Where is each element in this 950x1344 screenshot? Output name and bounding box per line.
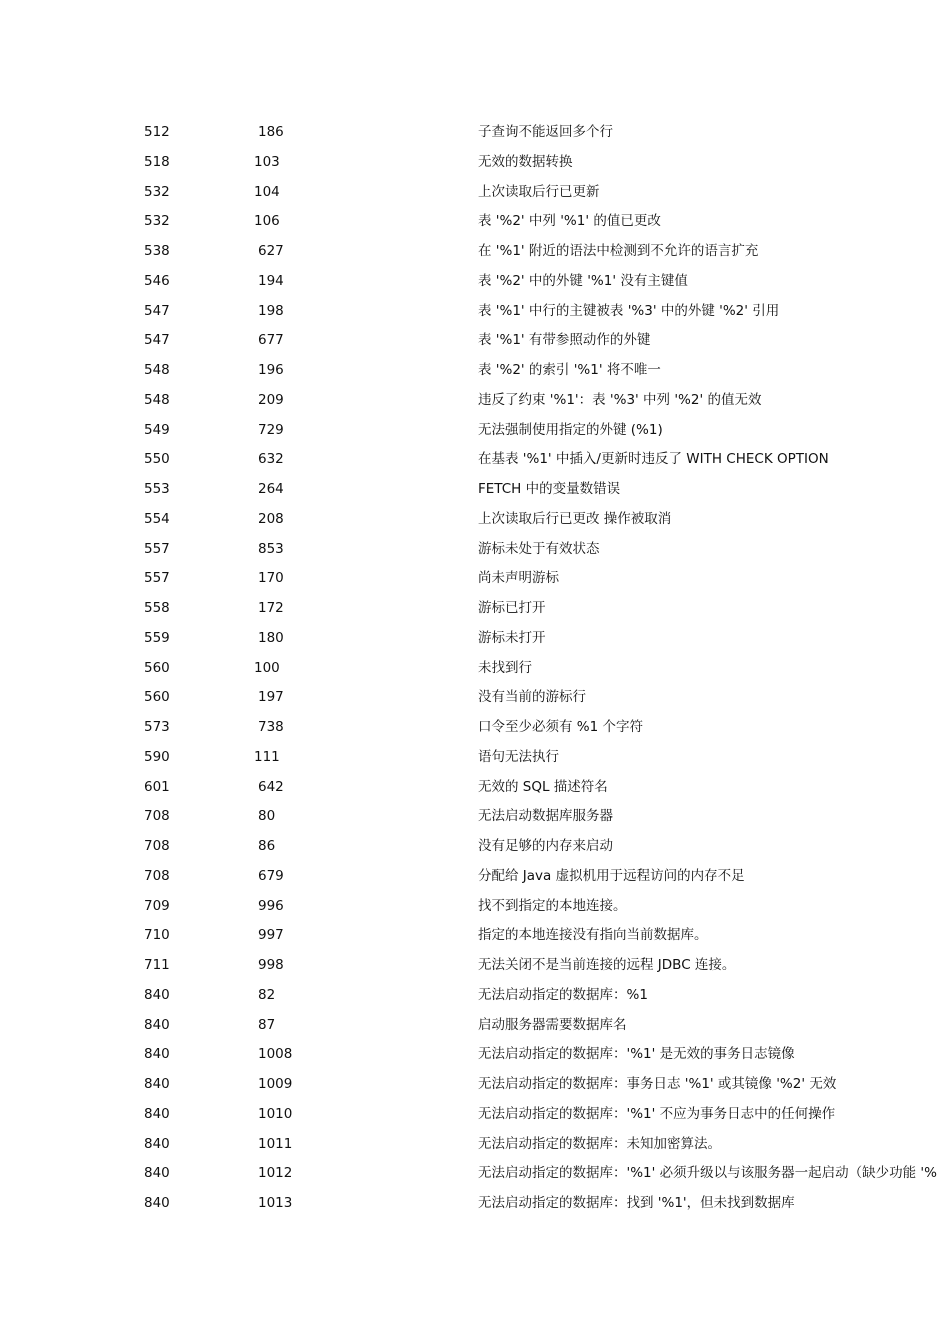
message-cell: 表 '%2' 中列 '%1' 的值已更改 (478, 213, 661, 230)
message-cell: 无法启动指定的数据库：事务日志 '%1' 或其镜像 '%2' 无效 (478, 1076, 837, 1092)
sqlcode-cell: 557 (144, 540, 170, 557)
table-row (0, 118, 950, 148)
message-cell: 指定的本地连接没有指向当前数据库。 (478, 927, 708, 944)
table-row (0, 267, 950, 297)
table-row (0, 535, 950, 565)
sqlcode-cell: 532 (144, 183, 170, 200)
error-code-cell: 677 (258, 332, 284, 349)
sqlcode-cell: 573 (144, 719, 170, 735)
table-row (0, 1130, 950, 1160)
sqlcode-cell: 601 (144, 778, 170, 795)
table-row (0, 832, 950, 862)
table-row (0, 386, 950, 416)
error-code-cell: 103 (254, 153, 280, 170)
sqlcode-cell: 840 (144, 1105, 170, 1122)
table-row (0, 713, 950, 743)
sqlcode-cell: 840 (144, 1135, 170, 1152)
error-code-cell: 104 (254, 183, 280, 200)
sqlcode-cell: 553 (144, 481, 170, 497)
message-cell: 启动服务器需要数据库名 (478, 1016, 627, 1033)
message-cell: 分配给 Java 虚拟机用于远程访问的内存不足 (478, 867, 745, 884)
message-cell: 无法启动指定的数据库：未知加密算法。 (478, 1135, 721, 1152)
error-code-cell: 853 (258, 540, 284, 557)
sqlcode-cell: 708 (144, 808, 170, 825)
sqlcode-cell: 550 (144, 451, 170, 468)
sqlcode-cell: 840 (144, 1076, 170, 1092)
error-code-cell: 196 (258, 362, 284, 378)
message-cell: 无法启动数据库服务器 (478, 808, 613, 825)
error-code-cell: 632 (258, 451, 284, 468)
sqlcode-cell: 710 (144, 927, 170, 944)
sqlcode-cell: 548 (144, 362, 170, 378)
table-row (0, 802, 950, 832)
message-cell: 没有足够的内存来启动 (478, 838, 613, 854)
message-cell: 无法启动指定的数据库：'%1' 必须升级以与该服务器一起启动（缺少功能 '% (478, 1165, 937, 1182)
error-code-cell: 172 (258, 600, 284, 616)
message-cell: 表 '%1' 中行的主键被表 '%3' 中的外键 '%2' 引用 (478, 302, 780, 319)
sqlcode-cell: 549 (144, 421, 170, 438)
table-row (0, 773, 950, 803)
error-code-cell: 997 (258, 927, 284, 944)
error-code-cell: 170 (258, 570, 284, 587)
sqlcode-cell: 546 (144, 272, 170, 289)
sqlcode-cell: 559 (144, 629, 170, 646)
table-row (0, 178, 950, 208)
table-row (0, 951, 950, 981)
error-code-cell: 729 (258, 421, 284, 438)
message-cell: 口令至少必须有 %1 个字符 (478, 719, 643, 735)
sqlcode-cell: 560 (144, 659, 170, 676)
error-code-cell: 1012 (258, 1165, 293, 1182)
table-row (0, 981, 950, 1011)
sqlcode-cell: 840 (144, 1016, 170, 1033)
error-code-table (0, 118, 950, 1219)
message-cell: FETCH 中的变量数错误 (478, 481, 621, 497)
table-row (0, 148, 950, 178)
table-row (0, 683, 950, 713)
message-cell: 无法启动指定的数据库：'%1' 是无效的事务日志镜像 (478, 1046, 795, 1063)
message-cell: 上次读取后行已更改 操作被取消 (478, 510, 672, 527)
message-cell: 找不到指定的本地连接。 (478, 897, 627, 914)
error-code-cell: 208 (258, 510, 284, 527)
message-cell: 无法关闭不是当前连接的远程 JDBC 连接。 (478, 957, 736, 973)
sqlcode-cell: 840 (144, 1165, 170, 1182)
error-code-cell: 209 (258, 391, 284, 408)
message-cell: 表 '%2' 中的外键 '%1' 没有主键值 (478, 272, 688, 289)
message-cell: 表 '%2' 的索引 '%1' 将不唯一 (478, 362, 661, 378)
table-row (0, 356, 950, 386)
table-row (0, 475, 950, 505)
table-row (0, 654, 950, 684)
table-row (0, 862, 950, 892)
sqlcode-cell: 590 (144, 748, 170, 765)
table-row (0, 505, 950, 535)
table-row (0, 594, 950, 624)
error-code-cell: 1010 (258, 1105, 293, 1122)
table-row (0, 1011, 950, 1041)
message-cell: 在 '%1' 附近的语法中检测到不允许的语言扩充 (478, 243, 759, 259)
error-code-cell: 998 (258, 957, 284, 973)
table-row (0, 207, 950, 237)
error-code-cell: 1008 (258, 1046, 293, 1063)
message-cell: 没有当前的游标行 (478, 689, 586, 706)
sqlcode-cell: 711 (144, 957, 170, 973)
sqlcode-cell: 560 (144, 689, 170, 706)
message-cell: 未找到行 (478, 659, 532, 676)
table-row (0, 921, 950, 951)
error-code-cell: 186 (258, 124, 284, 140)
error-code-cell: 996 (258, 897, 284, 914)
table-row (0, 1040, 950, 1070)
table-row (0, 237, 950, 267)
error-code-cell: 100 (254, 659, 280, 676)
error-code-cell: 1009 (258, 1076, 293, 1092)
message-cell: 子查询不能返回多个行 (478, 124, 613, 140)
error-code-cell: 86 (258, 838, 276, 854)
sqlcode-cell: 557 (144, 570, 170, 587)
error-code-cell: 738 (258, 719, 284, 735)
error-code-cell: 111 (254, 748, 280, 765)
message-cell: 语句无法执行 (478, 748, 559, 765)
error-code-cell: 106 (254, 213, 280, 230)
error-code-cell: 264 (258, 481, 284, 497)
error-code-cell: 194 (258, 272, 284, 289)
sqlcode-cell: 538 (144, 243, 170, 259)
table-row (0, 1100, 950, 1130)
sqlcode-cell: 547 (144, 302, 170, 319)
sqlcode-cell: 558 (144, 600, 170, 616)
error-code-cell: 642 (258, 778, 284, 795)
table-row (0, 326, 950, 356)
sqlcode-cell: 840 (144, 1046, 170, 1063)
sqlcode-cell: 840 (144, 1195, 170, 1211)
error-code-cell: 679 (258, 867, 284, 884)
error-code-cell: 627 (258, 243, 284, 259)
sqlcode-cell: 548 (144, 391, 170, 408)
table-row (0, 1189, 950, 1219)
message-cell: 游标已打开 (478, 600, 546, 616)
message-cell: 无效的数据转换 (478, 153, 573, 170)
error-code-cell: 198 (258, 302, 284, 319)
error-code-cell: 1013 (258, 1195, 293, 1211)
sqlcode-cell: 554 (144, 510, 170, 527)
table-row (0, 1070, 950, 1100)
error-code-cell: 1011 (258, 1135, 293, 1152)
table-row (0, 743, 950, 773)
table-row (0, 297, 950, 327)
message-cell: 无法强制使用指定的外键 (%1) (478, 421, 663, 438)
message-cell: 游标未打开 (478, 629, 546, 646)
error-code-cell: 87 (258, 1016, 276, 1033)
error-code-cell: 80 (258, 808, 276, 825)
sqlcode-cell: 518 (144, 153, 170, 170)
message-cell: 无法启动指定的数据库：%1 (478, 986, 648, 1003)
message-cell: 尚未声明游标 (478, 570, 559, 587)
sqlcode-cell: 709 (144, 897, 170, 914)
error-code-cell: 82 (258, 986, 276, 1003)
sqlcode-cell: 547 (144, 332, 170, 349)
message-cell: 无效的 SQL 描述符名 (478, 778, 608, 795)
sqlcode-cell: 708 (144, 838, 170, 854)
table-row (0, 416, 950, 446)
message-cell: 游标未处于有效状态 (478, 540, 600, 557)
sqlcode-cell: 512 (144, 124, 170, 140)
message-cell: 违反了约束 '%1'：表 '%3' 中列 '%2' 的值无效 (478, 391, 762, 408)
sqlcode-cell: 532 (144, 213, 170, 230)
table-row (0, 564, 950, 594)
table-row (0, 445, 950, 475)
message-cell: 表 '%1' 有带参照动作的外键 (478, 332, 651, 349)
message-cell: 无法启动指定的数据库：'%1' 不应为事务日志中的任何操作 (478, 1105, 836, 1122)
table-row (0, 1159, 950, 1189)
message-cell: 无法启动指定的数据库：找到 '%1'，但未找到数据库 (478, 1195, 795, 1211)
sqlcode-cell: 708 (144, 867, 170, 884)
table-row (0, 892, 950, 922)
sqlcode-cell: 840 (144, 986, 170, 1003)
error-code-cell: 197 (258, 689, 284, 706)
message-cell: 上次读取后行已更新 (478, 183, 600, 200)
message-cell: 在基表 '%1' 中插入/更新时违反了 WITH CHECK OPTION (478, 451, 829, 468)
error-code-cell: 180 (258, 629, 284, 646)
table-row (0, 624, 950, 654)
